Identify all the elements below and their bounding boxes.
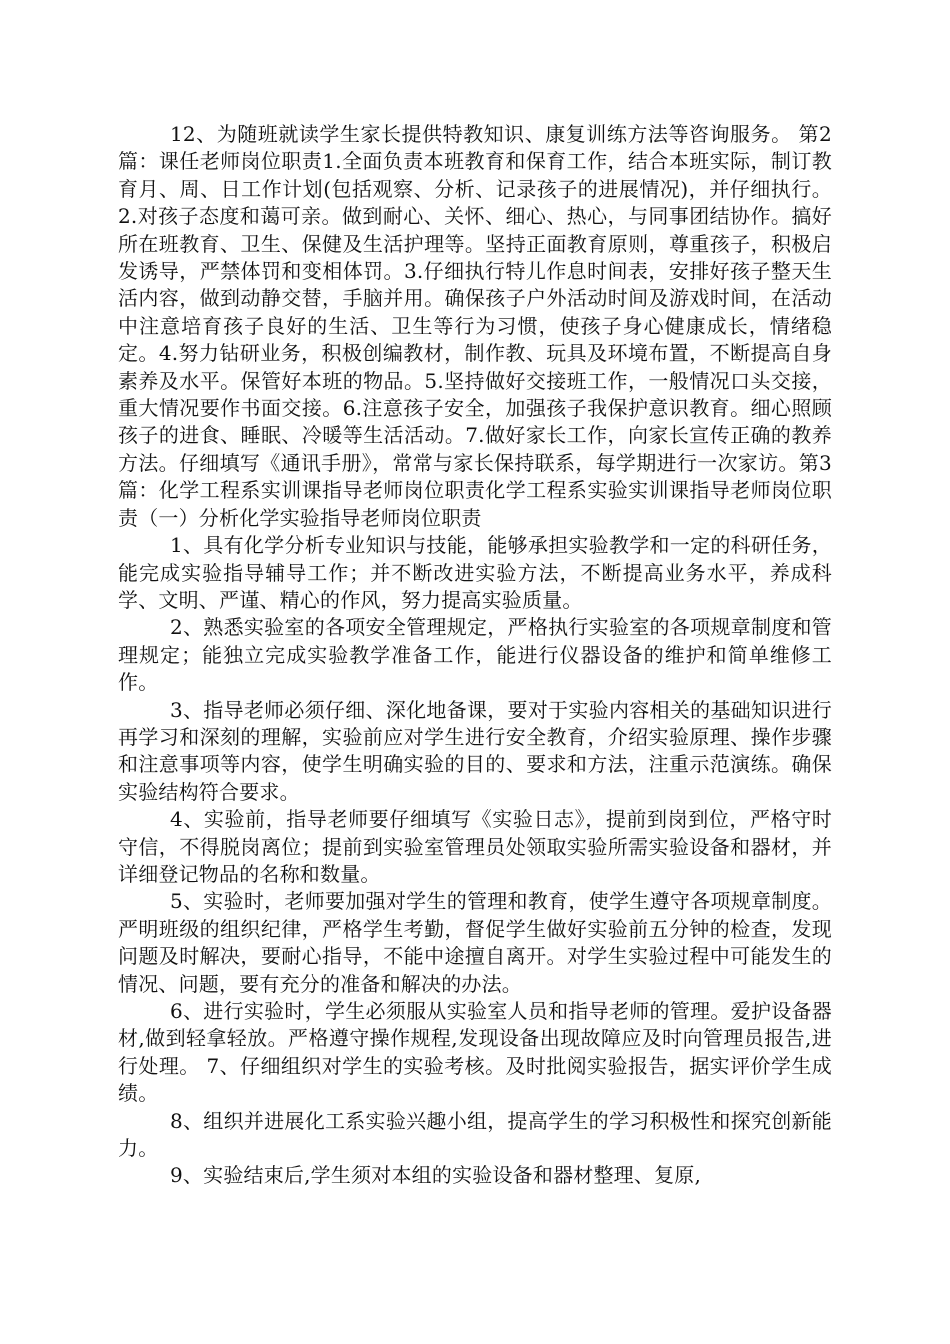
paragraph: 9、实验结束后,学生须对本组的实验设备和器材整理、复原, [170, 1163, 702, 1188]
paragraph: 5、实验时，老师要加强对学生的管理和教育，使学生遵守各项规章制度。严明班级的组织纪律，严格学生考勤，督促学生做好实验前五分钟的检查，发现问题及时解决，要耐心指导，不能中途擅自离开。对学生实验过程中可能发生的情况、问题，要有充分的准备和解决的办法。 [118, 889, 832, 996]
document-body [118, 121, 832, 1190]
paragraph: 6、进行实验时，学生必须服从实验室人员和指导老师的管理。爱护设备器材,做到轻拿轻放。严格遵守操作规程,发现设备出现故障应及时向管理员报告,进行处理。 7、仔细组织对学生的实验考核。及时批阅实验报告，据实评价学生成绩。 [118, 999, 832, 1106]
paragraph: 2、熟悉实验室的各项安全管理规定，严格执行实验室的各项规章制度和管理规定；能独立完成实验教学准备工作，能进行仪器设备的维护和简单维修工作。 [118, 615, 832, 695]
paragraph: 8、组织并进展化工系实验兴趣小组，提高学生的学习积极性和探究创新能力。 [118, 1108, 832, 1161]
paragraph: 4、实验前，指导老师要仔细填写《实验日志》，提前到岗到位，严格守时守信，不得脱岗离位；提前到实验室管理员处领取实验所需实验设备和器材，并详细登记物品的名称和数量。 [118, 807, 832, 886]
paragraph: 3、指导老师必须仔细、深化地备课，要对于实验内容相关的基础知识进行再学习和深刻的理解，实验前应对学生进行安全教育，介绍实验原理、操作步骤和注意事项等内容，使学生明确实验的目的、要求和方法，注重示范演练。确保实验结构符合要求。 [118, 697, 832, 804]
paragraph: 1、具有化学分析专业知识与技能，能够承担实验教学和一定的科研任务，能完成实验指导辅导工作；并不断改进实验方法，不断提高业务水平，养成科学、文明、严谨、精心的作风，努力提高实验质量。 [118, 533, 832, 612]
paragraph: 12、为随班就读学生家长提供特教知识、康复训练方法等咨询服务。 第2篇：课任老师岗位职责1.全面负责本班教育和保育工作，结合本班实际，制订教育月、周、日工作计划(包括观察、分析、记录孩子的进展情况)，并仔细执行。2.对孩子态度和蔼可亲。做到耐心、关怀、细心、热心，与同事团结协作。搞好所在班教育、卫生、保健及生活护理等。坚持正面教育原则，尊重孩子，积极启发诱导，严禁体罚和变相体罚。3.仔细执行特儿作息时间表，安排好孩子整天生活内容，做到动静交替，手脑并用。确保孩子户外活动时间及游戏时间，在活动中注意培育孩子良好的生活、卫生等行为习惯，使孩子身心健康成长，情绪稳定。4.努力钻研业务，积极创编教材，制作教、玩具及环境布置，不断提高自身素养及水平。保管好本班的物品。5.坚持做好交接班工作，一般情况口头交接，重大情况要作书面交接。6.注意孩子安全，加强孩子我保护意识教育。细心照顾孩子的进食、睡眠、冷暖等生活活动。7.做好家长工作，向家长宣传正确的教养方法。仔细填写《通讯手册》，常常与家长保持联系，每学期进行一次家访。第3篇：化学工程系实训课指导老师岗位职责化学工程系实验实训课指导老师岗位职责（一）分析化学实验指导老师岗位职责 [118, 122, 832, 530]
